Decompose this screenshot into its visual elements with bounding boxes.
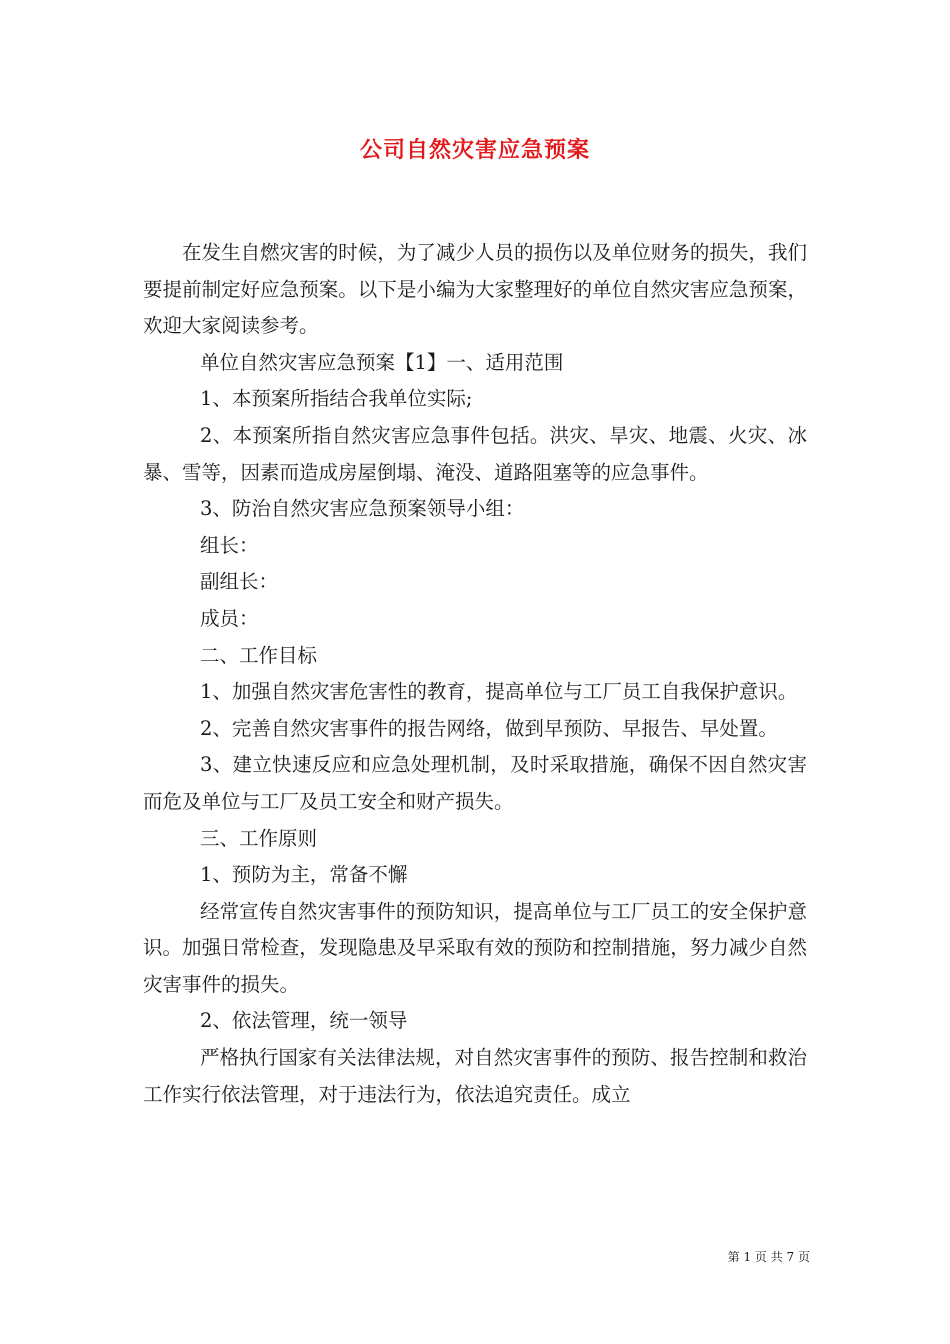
list-item: 1、加强自然灾害危害性的教育，提高单位与工厂员工自我保护意识。 [200,680,798,704]
list-item: 1、本预案所指结合我单位实际; [200,387,473,411]
section-heading-principles: 三、工作原则 [200,826,318,850]
list-item: 1、预防为主，常备不懈 [200,863,408,887]
list-item: 2、完善自然灾害事件的报告网络，做到早预防、早报告、早处置。 [200,716,778,740]
role-line-leader: 组长： [200,533,259,557]
document-title: 公司自然灾害应急预案 [359,138,590,163]
list-item: 2、本预案所指自然灾害应急事件包括。洪灾、旱灾、地震、火灾、冰暴、雪等，因素而造成房屋倒塌、淹没、道路阻塞等的应急事件。 [143,423,807,484]
section-heading-scope: 单位自然灾害应急预案【1】一、适用范围 [200,350,564,374]
page-number-footer: 第 1 页 共 7 页 [727,1250,810,1264]
list-item: 2、依法管理，统一领导 [200,1009,408,1033]
role-line-members: 成员： [200,606,259,630]
body-paragraph: 严格执行国家有关法律法规，对自然灾害事件的预防、报告控制和救治工作实行依法管理，对于违法行为，依法追究责任。成立 [143,1046,807,1106]
section-heading-goals: 二、工作目标 [200,643,318,667]
document-body [143,235,807,1113]
intro-paragraph: 在发生自燃灾害的时候，为了减少人员的损伤以及单位财务的损失，我们要提前制定好应急预案。以下是小编为大家整理好的单位自然灾害应急预案，欢迎大家阅读参考。 [143,241,807,338]
role-line-deputy: 副组长： [200,570,279,594]
list-item: 3、防治自然灾害应急预案领导小组： [200,497,525,521]
list-item: 3、建立快速反应和应急处理机制，及时采取措施，确保不因自然灾害而危及单位与工厂及员工安全和财产损失。 [143,753,807,813]
body-paragraph: 经常宣传自然灾害事件的预防知识，提高单位与工厂员工的安全保护意识。加强日常检查，发现隐患及早采取有效的预防和控制措施，努力减少自然灾害事件的损失。 [143,899,807,996]
